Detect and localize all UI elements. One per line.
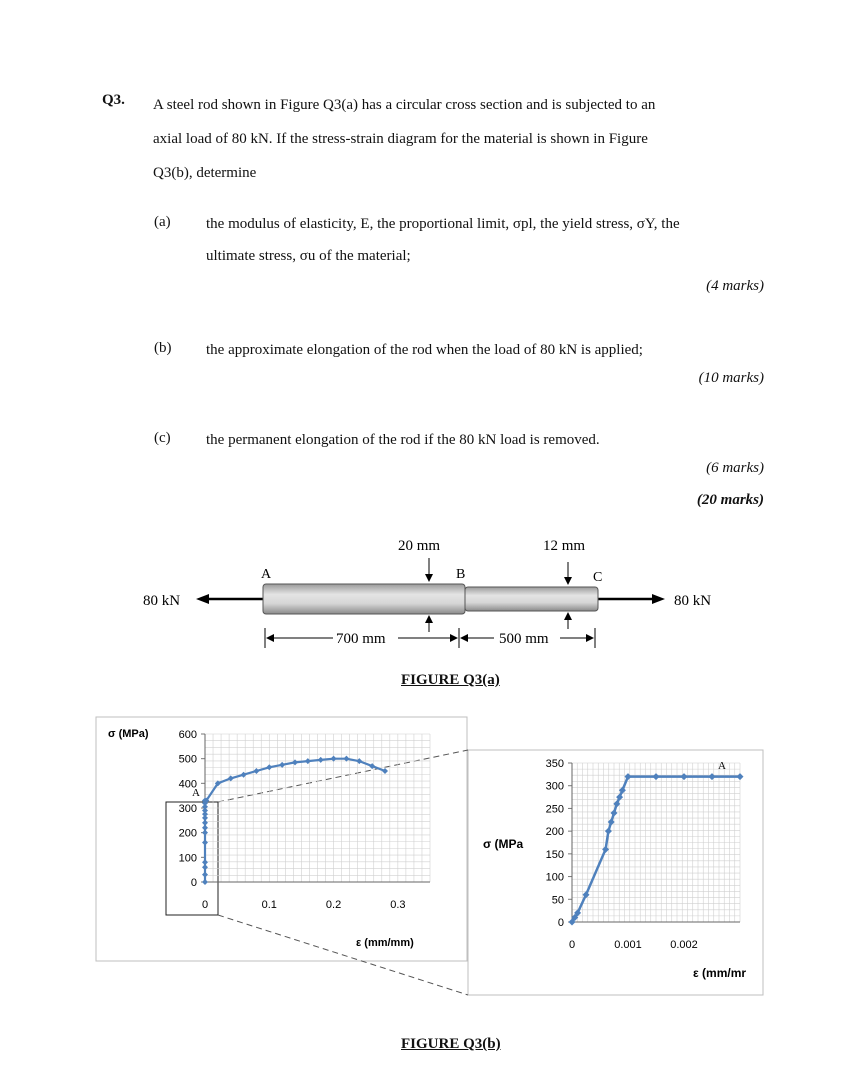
figure-q3b <box>0 700 867 1050</box>
inset-ytick-label: 200 <box>545 826 564 839</box>
inset-xtick-label: 0 <box>568 939 576 951</box>
length-ab-label: 700 mm <box>336 631 386 647</box>
question-line-1: A steel rod shown in Figure Q3(a) has a circular cross section and is subjected to an <box>153 97 656 113</box>
inset-xlabel: ε (mm/mr <box>693 966 747 980</box>
part-c-text <box>206 424 771 456</box>
inset-ytick-label: 0 <box>557 917 564 929</box>
part-c-label: (c) <box>154 430 171 446</box>
question-number: Q3. <box>102 92 125 108</box>
inset-xtick-label: 0.001 <box>614 939 642 951</box>
diameter-bc-label: 12 mm <box>543 538 586 554</box>
main-ytick-label: 100 <box>178 852 197 865</box>
load-left-label: 80 kN <box>143 593 181 609</box>
diameter-ab-arrowhead-bottom <box>425 615 433 623</box>
inset-ytick-label: 50 <box>551 894 564 907</box>
rod-segment-bc <box>465 587 598 611</box>
inset-ytick-label: 300 <box>545 780 564 793</box>
part-a-text <box>206 208 771 272</box>
rod-segment-ab <box>263 584 465 614</box>
dim-arrow-bc-right <box>586 634 594 642</box>
main-xtick-label: 0.3 <box>390 899 406 911</box>
main-xlabel: ε (mm/mm) <box>356 937 414 949</box>
part-b-label: (b) <box>154 340 172 356</box>
main-point-a-label: A <box>192 787 200 799</box>
inset-ytick-label: 150 <box>545 848 564 861</box>
part-c-marks: (6 marks) <box>706 460 764 476</box>
inset-ytick-label: 350 <box>545 758 564 770</box>
point-a-label: A <box>261 567 272 582</box>
main-ytick-label: 400 <box>178 778 197 791</box>
length-bc-label: 500 mm <box>499 631 549 647</box>
inset-ytick-label: 100 <box>545 871 564 884</box>
left-load-arrowhead <box>196 594 209 604</box>
part-a-marks: (4 marks) <box>706 278 764 294</box>
diameter-bc-arrowhead-top <box>564 577 572 585</box>
main-xtick-label: 0 <box>201 899 209 911</box>
part-a-line-1: the modulus of elasticity, E, the proportional limit, σpl, the yield stress, σY, the <box>206 216 680 232</box>
part-a-line-2: ultimate stress, σu of the material; <box>206 248 411 264</box>
part-b-line-1: the approximate elongation of the rod when the load of 80 kN is applied; <box>206 342 643 358</box>
question-line-2: axial load of 80 kN. If the stress-strain diagram for the material is shown in Figure <box>153 131 648 147</box>
right-load-arrowhead <box>652 594 665 604</box>
inset-xtick-label: 0.002 <box>670 939 698 951</box>
load-right-label: 80 kN <box>674 593 712 609</box>
question-line-3: Q3(b), determine <box>153 165 257 181</box>
main-chart-frame <box>96 717 467 961</box>
main-ytick-label: 300 <box>178 803 197 815</box>
part-b-text <box>206 334 771 366</box>
main-ytick-label: 500 <box>178 753 197 766</box>
diameter-ab-label: 20 mm <box>398 538 441 554</box>
main-ylabel: σ (MPa) <box>108 728 149 740</box>
figure-q3a-caption: FIGURE Q3(a) <box>401 672 500 688</box>
point-c-label: C <box>593 570 603 585</box>
main-xtick-label: 0.2 <box>325 899 342 911</box>
main-xtick-label: 0.1 <box>261 899 277 911</box>
dim-arrow-bc-left <box>460 634 468 642</box>
inset-ylabel: σ (MPa <box>483 837 524 851</box>
point-b-label: B <box>456 567 466 582</box>
dim-arrow-ab-left <box>266 634 274 642</box>
dim-arrow-ab-right <box>450 634 458 642</box>
main-ytick-label: 0 <box>190 877 197 889</box>
main-ytick-label: 200 <box>178 827 197 840</box>
inset-ytick-label: 250 <box>545 803 564 816</box>
main-ytick-label: 600 <box>178 729 197 741</box>
part-b-marks: (10 marks) <box>698 370 764 386</box>
part-a-label: (a) <box>154 214 171 230</box>
diameter-bc-arrowhead-bottom <box>564 612 572 620</box>
question-text <box>153 88 773 190</box>
part-c-line-1: the permanent elongation of the rod if the 80 kN load is removed. <box>206 432 600 448</box>
inset-point-a-label: A <box>718 760 726 772</box>
diameter-ab-arrowhead-top <box>425 574 433 582</box>
total-marks: (20 marks) <box>696 492 764 508</box>
figure-q3b-caption: FIGURE Q3(b) <box>401 1036 501 1052</box>
